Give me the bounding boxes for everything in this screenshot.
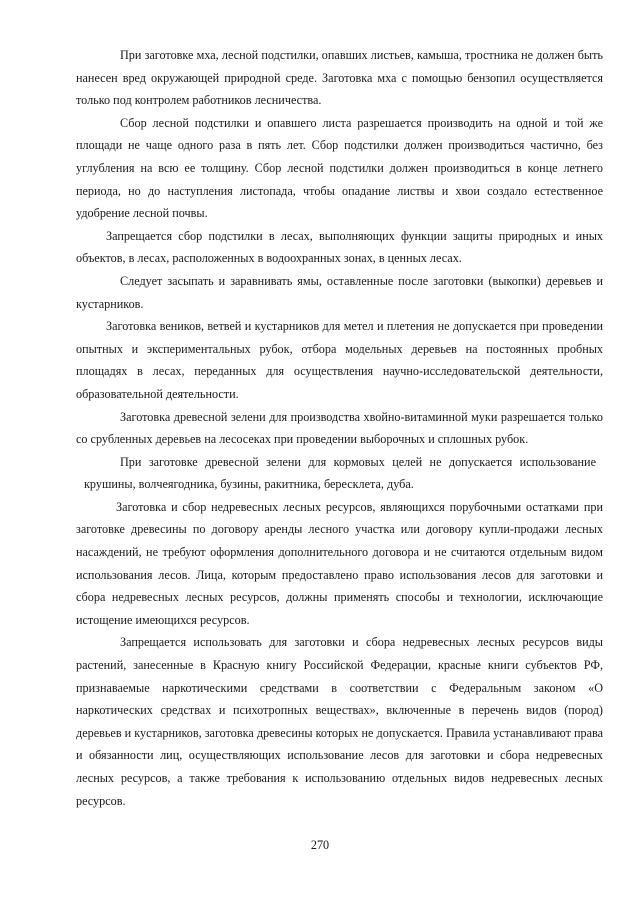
paragraph-protected-species: Запрещается использовать для заготовки и сбора недревесных лесных ресурсов виды растений, занесенные в Красную книгу Российской Федерации, красные книги субъектов РФ, признаваемые наркотическими средствами в соответствии с Федеральным законом «О наркотических средствах и психотропных веществах», включенные в перечень видов (пород) деревьев и кустарников, заготовка древесины которых не допускается. Правила устанавливают права и обязанности лиц, осуществляющих использование лесов для заготовки и сбора недревесных лесных ресурсов, а также требования к использованию отдельных видов недревесных лесных ресурсов. <box>76 635 603 808</box>
paragraph-non-timber-residues: Заготовка и сбор недревесных лесных ресурсов, являющихся порубочными остатками при заготовке древесины по договору аренды лесного участка или договору купли-продажи лесных насаждений, не требуют оформления дополнительного договора и не считаются отдельным видом использования лесов. Лица, которым предоставлено право использования лесов для заготовки и сбора недревесных лесных ресурсов, должны применять способы и технологии, исключающие истощение имеющихся ресурсов. <box>76 499 603 627</box>
paragraph-moss-harvesting: При заготовке мха, лесной подстилки, опавших листьев, камыша, тростника не должен быть нанесен вред окружающей природной среде. Заготовка мха с помощью бензопил осуществляется только под контролем работников лесничества. <box>76 48 603 108</box>
paragraph-pit-filling: Следует засыпать и заравнивать ямы, оставленные после заготовки (выкопки) деревьев и кустарников. <box>76 273 603 311</box>
paragraph-litter-collection: Сбор лесной подстилки и опавшего листа разрешается производить на одной и той же площади не чаще одного раза в пять лет. Сбор подстилки должен производиться частично, без углубления на всю ее толщину. Сбор лесной подстилки должен производиться в конце летнего периода, но до наступления листопада, чтобы опадание листвы и хвои создало естественное удобрение лесной почвы. <box>76 115 603 221</box>
document-body <box>76 44 603 812</box>
paragraph-brooms-branches: Заготовка веников, ветвей и кустарников для метел и плетения не допускается при проведении опытных и экспериментальных рубок, отбора модельных деревьев на постоянных пробных площадях в лесах, переданных для осуществления научно-исследовательской деятельности, образовательной деятельности. <box>76 319 603 401</box>
paragraph-wood-greenery-flour: Заготовка древесной зелени для производства хвойно-витаминной муки разрешается только со срубленных деревьев на лесосеках при проведении выборочных и сплошных рубок. <box>76 409 603 447</box>
paragraph-wood-greenery-feed: При заготовке древесной зелени для кормовых целей не допускается использование крушины, волчеягодника, бузины, ракитника, бересклета, дуба. <box>84 454 596 492</box>
paragraph-litter-prohibition: Запрещается сбор подстилки в лесах, выполняющих функции защиты природных и иных объектов, в лесах, расположенных в водоохранных зонах, в ценных лесах. <box>76 228 603 266</box>
page-number: 270 <box>310 838 330 852</box>
